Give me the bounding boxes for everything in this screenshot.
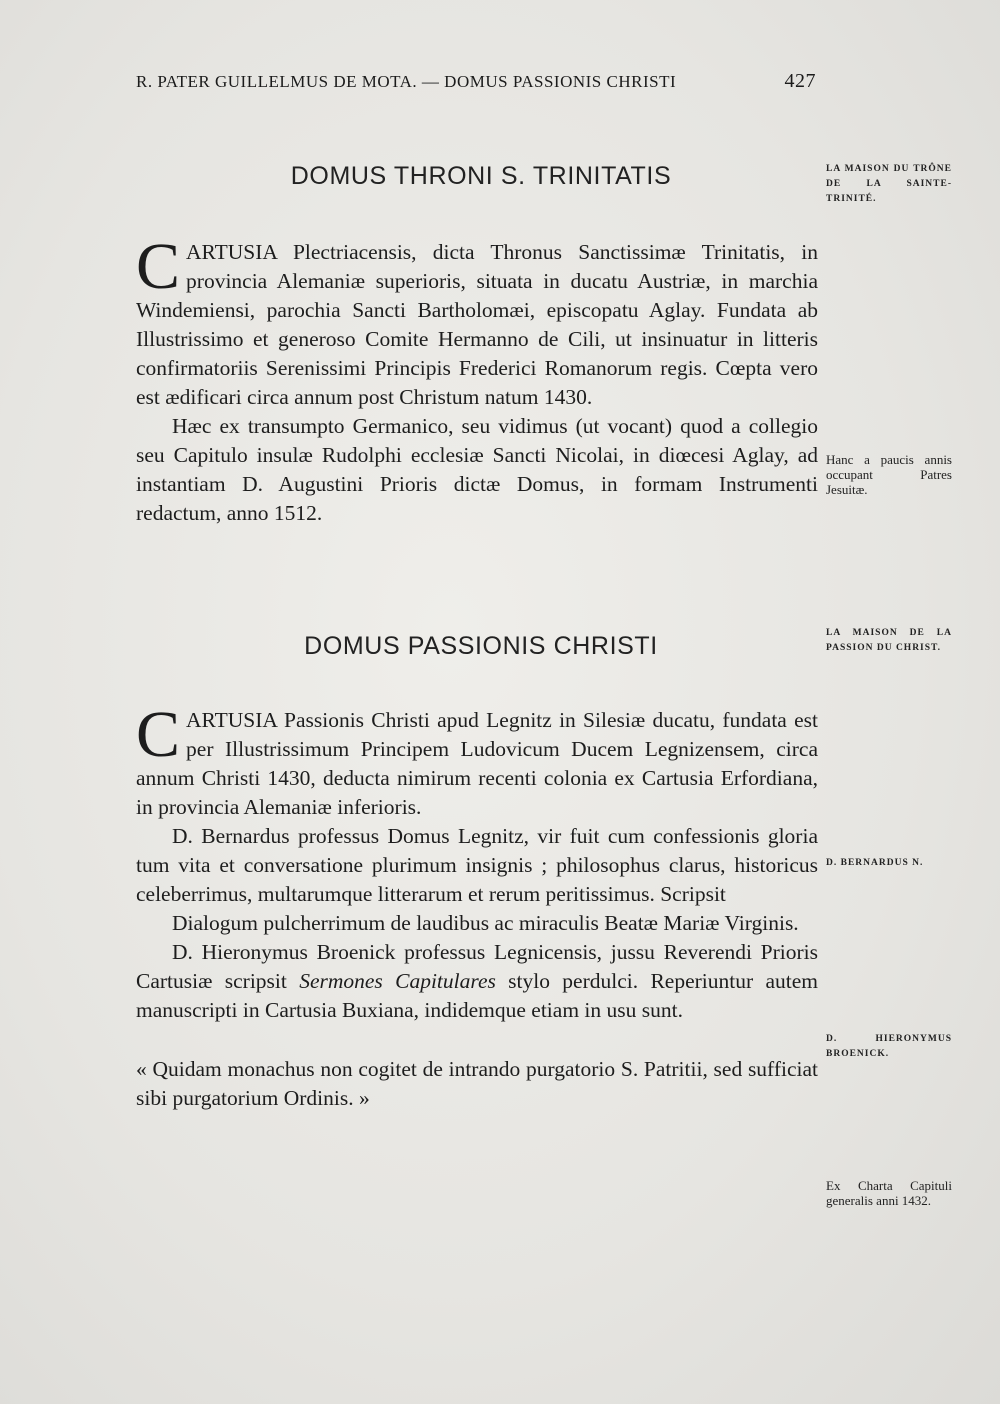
paragraph-text: ARTUSIA Plectriacensis, dicta Thronus Sanctissimæ Trinitatis, in provincia Alemaniæ superioris, situata in ducatu Austriæ, in marchia Windemiensi, parochia Sancti Bartholomæi, episcopatu Aglay. Fundata ab Illustrissimo et generoso Comite Hermanno de Cili, ut insinuatur in litteris confirmatoriis Serenissimi Principis Frederici Romanorum regis. Cœpta vero est ædificari circa annum post Christum natum 1430. [136, 240, 818, 409]
paragraph-hieronymus [136, 938, 818, 1025]
margin-heading-passionis: LA MAISON DE LA PASSION DU CHRIST. [826, 628, 952, 653]
section-title-throni: DOMUS THRONI S. TRINITATIS [290, 162, 672, 190]
margin-note-charta: Ex Charta Capituli generalis anni 1432. [826, 1178, 952, 1208]
paragraph-dialogum: Dialogum pulcherrimum de laudibus ac miraculis Beatæ Mariæ Virginis. [172, 911, 799, 935]
paragraph-passionis-1 [136, 698, 818, 822]
section-body-passionis [136, 698, 818, 1113]
hieronymus-text-end: stylo perdulci. Reperiuntur autem manuscripti in Cartusia Buxiana, indidemque etiam in usu sunt. [136, 969, 818, 1022]
section-title-passionis: DOMUS PASSIONIS CHRISTI [304, 632, 658, 660]
running-head [136, 70, 816, 93]
dropcap: C [136, 230, 181, 303]
paragraph-text: ARTUSIA Passionis Christi apud Legnitz in Silesiæ ducatu, fundata est per Illustrissimum Principem Ludovicum Ducem Legnizensem, circa annum Christi 1430, deducta nimirum recenti colonia ex Cartusia Erfordiana, in provincia Alemaniæ inferioris. [136, 708, 818, 819]
margin-note-jesuits: Hanc a paucis annis occupant Patres Jesuitæ. [826, 452, 952, 497]
margin-note-bernardus: D. BERNARDUS N. [826, 858, 924, 868]
paragraph-bernardus: D. Bernardus professus Domus Legnitz, vir fuit cum confessionis gloria tum vita et conversatione plurimum insignis ; philosophus clarus, historicus celeberrimus, multarumque litterarum et rerum peritissimus. Scripsit [136, 824, 818, 906]
paragraph-throni-2: Hæc ex transumpto Germanico, seu vidimus (ut vocant) quod a collegio seu Capitulo insulæ Rudolphi ecclesiæ Sancti Nicolai, in diœcesi Aglay, ad instantiam D. Augustini Prioris dictæ Domus, in formam Instrumenti redactum, anno 1512. [136, 414, 818, 525]
work-title-italic: Sermones Capitulares [299, 969, 496, 993]
dropcap: C [136, 698, 181, 771]
section-body-throni [136, 230, 818, 528]
running-head-title: R. PATER GUILLELMUS DE MOTA. — DOMUS PASSIONIS CHRISTI [136, 72, 677, 91]
page-number: 427 [784, 70, 816, 92]
quote-paragraph: « Quidam monachus non cogitet de intrando purgatorio S. Patritii, sed sufficiat sibi purgatorium Ordinis. » [136, 1057, 818, 1110]
margin-heading-throni: LA MAISON DU TRÔNE DE LA SAINTE-TRINITÉ. [826, 164, 952, 204]
paragraph-throni-1 [136, 230, 818, 412]
hieronymus-text-start: D. Hieronymus Broenick professus Legnicensis, jussu Reverendi Prioris Cartusiæ scripsit [136, 940, 818, 993]
margin-note-hieronymus: D. HIERONYMUS BROENICK. [826, 1034, 952, 1059]
